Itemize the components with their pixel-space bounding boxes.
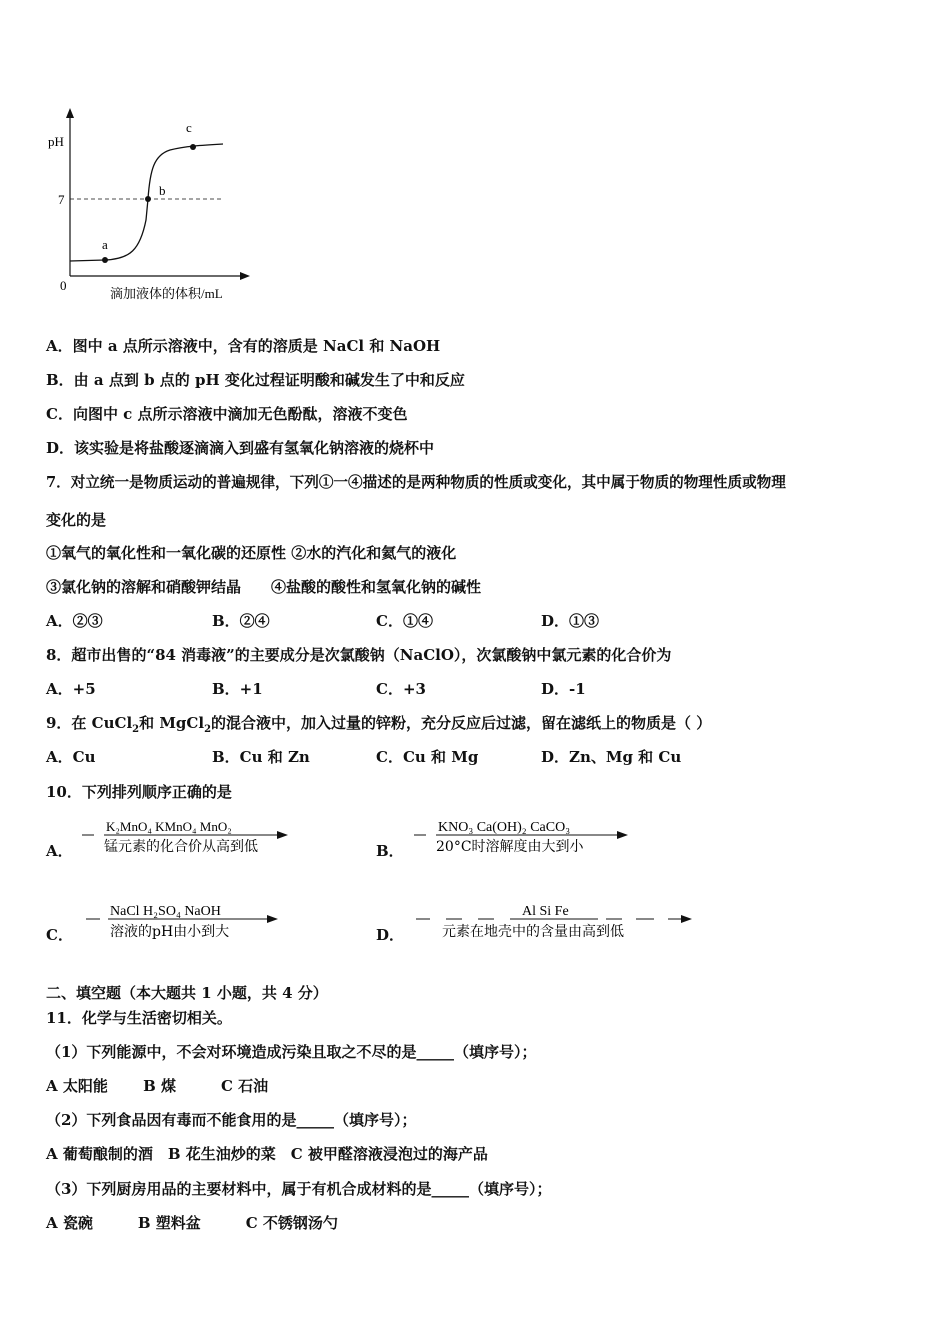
titration-curve <box>70 144 223 261</box>
q8-stem: 8．超市出售的“84 消毒液”的主要成分是次氯酸钠（NaClO），次氯酸钠中氯元素的化合价为 <box>46 646 672 664</box>
q9-stem-post: 的混合液中，加入过量的锌粉，充分反应后过滤，留在滤纸上的物质是（ ） <box>211 714 712 732</box>
q7-option-b: B．②④ <box>212 612 270 630</box>
q11-part1-options: A 太阳能 B 煤 C 石油 <box>46 1077 269 1095</box>
q9-sub-cucl2: 2 <box>132 724 140 735</box>
q10-c-top: NaCl H₂SO₄ NaOH <box>110 904 221 919</box>
x-axis-arrow <box>240 272 250 280</box>
q10-b-top: KNO₃ Ca(OH)₂ CaCO₃ <box>438 820 571 835</box>
q9-sub-mgcl2: 2 <box>204 724 212 735</box>
q10-label-b: B． <box>376 842 404 860</box>
q9-option-d: D．Zn、Mg 和 Cu <box>541 748 682 766</box>
y-tick-7: 7 <box>58 192 65 207</box>
q7-items-1-2: ①氧气的氧化性和一氧化碳的还原性 ②水的汽化和氦气的液化 <box>46 544 457 562</box>
y-axis-arrow <box>66 108 74 118</box>
label-c: c <box>186 120 192 135</box>
x-axis-label: 滴加液体的体积/mL <box>110 286 223 301</box>
q10-option-c-arrow-diagram <box>78 898 298 944</box>
q6-option-b: B．由 a 点到 b 点的 pH 变化过程证明酸和碱发生了中和反应 <box>46 371 465 389</box>
q7-items-3-4: ③氯化钠的溶解和硝酸钾结晶 ④盐酸的酸性和氢氧化钠的碱性 <box>46 578 482 596</box>
q10-d-top: Al Si Fe <box>522 904 569 919</box>
q10-a-top: K₂MnO₄ KMnO₄ MnO₂ <box>106 819 232 834</box>
q7-stem-line2: 变化的是 <box>46 511 107 529</box>
q11-stem: 11．化学与生活密切相关。 <box>46 1009 232 1027</box>
q8-option-c: C．+3 <box>376 680 426 698</box>
q6-option-d: D．该实验是将盐酸逐滴滴入到盛有氢氧化钠溶液的烧杯中 <box>46 439 435 457</box>
q9-stem-mid: 和 MgCl <box>139 714 205 732</box>
q10-b-bottom: 20°C时溶解度由大到小 <box>436 839 584 855</box>
q8-option-d: D．-1 <box>541 680 586 698</box>
point-b <box>145 196 151 202</box>
q10-label-a: A． <box>46 842 73 860</box>
q11-part3: （3）下列厨房用品的主要材料中，属于有机合成材料的是_____（填序号）； <box>46 1180 552 1198</box>
q10-option-d-arrow-diagram <box>410 898 700 944</box>
q7-option-d: D．①③ <box>541 612 600 630</box>
q7-option-a: A．②③ <box>46 612 103 630</box>
q11-part3-options: A 瓷碗 B 塑料盆 C 不锈钢汤勺 <box>46 1214 338 1232</box>
q9-option-b: B．Cu 和 Zn <box>212 748 310 766</box>
q11-part1: （1）下列能源中，不会对环境造成污染且取之不尽的是_____（填序号）； <box>46 1043 537 1061</box>
q10-d-bottom: 元素在地壳中的含量由高到低 <box>442 924 624 940</box>
q8-option-a: A．+5 <box>46 680 96 698</box>
q9-option-a: A．Cu <box>46 748 96 766</box>
q10-option-a-arrow-diagram <box>78 814 298 860</box>
q6-option-c: C．向图中 c 点所示溶液中滴加无色酚酞，溶液不变色 <box>46 405 408 423</box>
label-a: a <box>102 237 108 252</box>
point-a <box>102 257 108 263</box>
q9-stem <box>46 713 711 740</box>
label-b: b <box>159 183 166 198</box>
origin-label: 0 <box>60 278 67 293</box>
q10-label-c: C． <box>46 926 73 944</box>
q11-part2: （2）下列食品因有毒而不能食用的是_____（填序号）； <box>46 1111 417 1129</box>
q10-stem: 10．下列排列顺序正确的是 <box>46 783 232 801</box>
ph-titration-graph <box>40 100 270 310</box>
q10-option-b-arrow-diagram <box>410 814 640 860</box>
q10-a-bottom: 锰元素的化合价从高到低 <box>104 839 258 855</box>
q10-label-d: D． <box>376 926 405 944</box>
q7-stem-line1: 7．对立统一是物质运动的普遍规律，下列①一④描述的是两种物质的性质或变化，其中属于物质的物理性质或物理 <box>46 474 786 491</box>
y-axis-label: pH <box>48 134 64 149</box>
q6-option-a: A．图中 a 点所示溶液中，含有的溶质是 NaCl 和 NaOH <box>46 337 441 355</box>
q10-c-bottom: 溶液的pH由小到大 <box>110 924 230 940</box>
point-c <box>190 144 196 150</box>
q11-part2-options: A 葡萄酿制的酒 B 花生油炒的菜 C 被甲醛溶液浸泡过的海产品 <box>46 1145 488 1163</box>
q9-option-c: C．Cu 和 Mg <box>376 748 479 766</box>
q9-stem-pre: 9．在 CuCl <box>46 714 133 732</box>
section-2-heading: 二、填空题（本大题共 1 小题，共 4 分） <box>46 984 328 1002</box>
q7-option-c: C．①④ <box>376 612 433 630</box>
q8-option-b: B．+1 <box>212 680 263 698</box>
